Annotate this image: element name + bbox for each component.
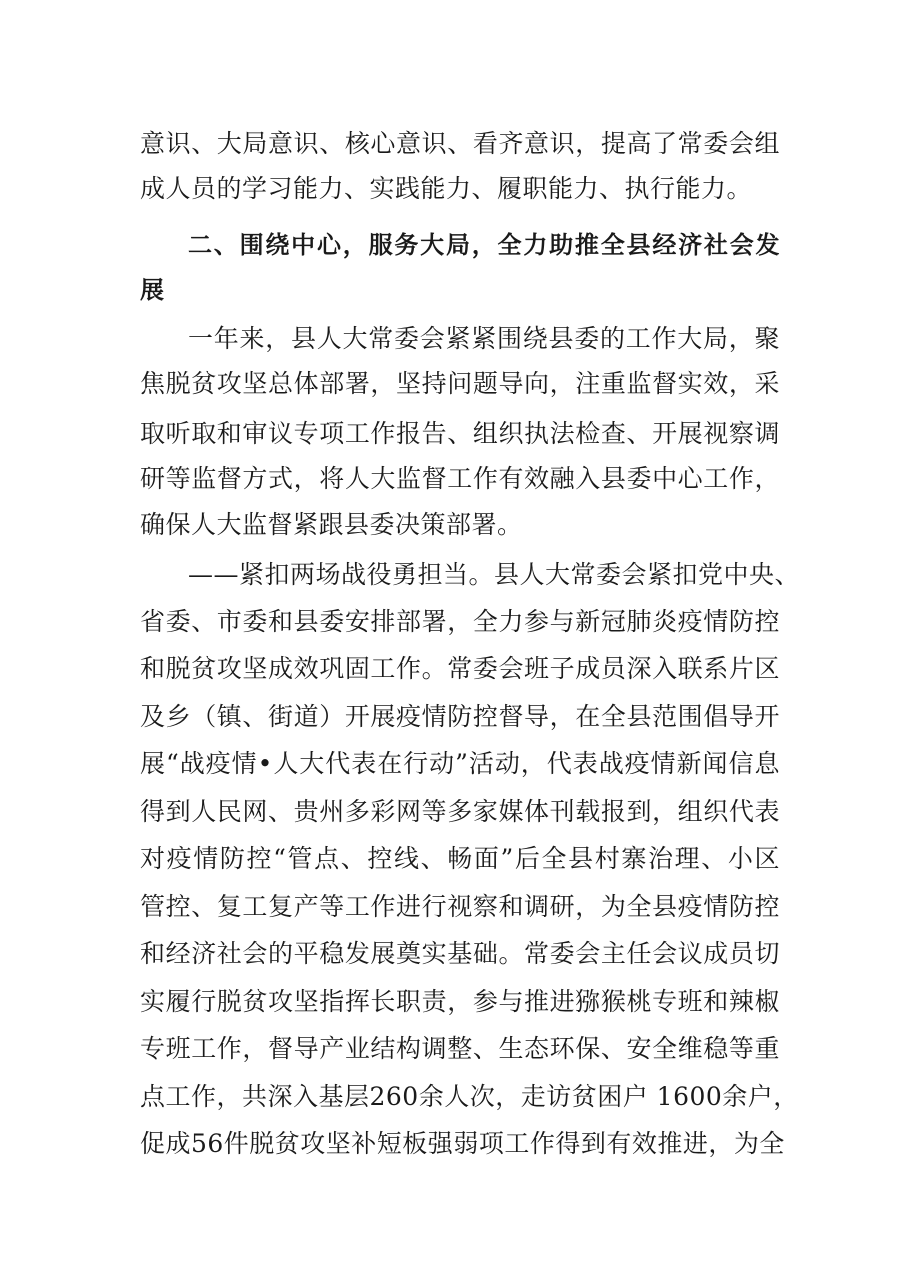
body-line-7: 确保人大监督紧跟县委决策部署。 xyxy=(140,510,523,539)
section-heading-line-1: 二、围绕中心，服务大局，全力助推全县经济社会发 xyxy=(188,231,780,259)
body-line-18: 专班工作，督导产业结构调整、生态环保、安全维稳等重 xyxy=(140,1034,780,1063)
body-line-20: 促成56件脱贫攻坚补短板强弱项工作得到有效推进，为全 xyxy=(140,1129,785,1158)
section-heading-line-2: 展 xyxy=(140,276,165,304)
body-line-19: 点工作，共深入基层260余人次，走访贫困户 1600余户， xyxy=(140,1082,799,1111)
body-line-4: 焦脱贫攻坚总体部署，坚持问题导向，注重监督实效，采 xyxy=(140,369,780,398)
body-line-5: 取听取和审议专项工作报告、组织执法检查、开展视察调 xyxy=(140,419,780,448)
body-line-12: 展“战疫情•人大代表在行动”活动，代表战疫情新闻信息 xyxy=(140,749,780,778)
body-line-10: 和脱贫攻坚成效巩固工作。常委会班子成员深入联系片区 xyxy=(140,654,780,683)
body-line-3: 一年来，县人大常委会紧紧围绕县委的工作大局，聚 xyxy=(188,324,780,353)
body-line-11: 及乡（镇、街道）开展疫情防控督导，在全县范围倡导开 xyxy=(140,702,780,731)
body-line-17: 实履行脱贫攻坚指挥长职责，参与推进猕猴桃专班和辣椒 xyxy=(140,987,780,1016)
body-line-13: 得到人民网、贵州多彩网等多家媒体刊载报到，组织代表 xyxy=(140,797,780,826)
body-line-1: 意识、大局意识、核心意识、看齐意识，提高了常委会组 xyxy=(140,129,780,158)
body-line-9: 省委、市委和县委安排部署，全力参与新冠肺炎疫情防控 xyxy=(140,607,780,636)
body-line-15: 管控、复工复产等工作进行视察和调研，为全县疫情防控 xyxy=(140,892,780,921)
body-line-2: 成人员的学习能力、实践能力、履职能力、执行能力。 xyxy=(140,174,753,203)
body-line-16: 和经济社会的平稳发展奠实基础。常委会主任会议成员切 xyxy=(140,939,780,968)
body-line-14: 对疫情防控“管点、控线、畅面”后全县村寨治理、小区 xyxy=(140,844,780,873)
body-line-8: ——紧扣两场战役勇担当。县人大常委会紧扣党中央、 xyxy=(188,560,801,589)
body-line-6: 研等监督方式，将人大监督工作有效融入县委中心工作， xyxy=(140,464,780,493)
